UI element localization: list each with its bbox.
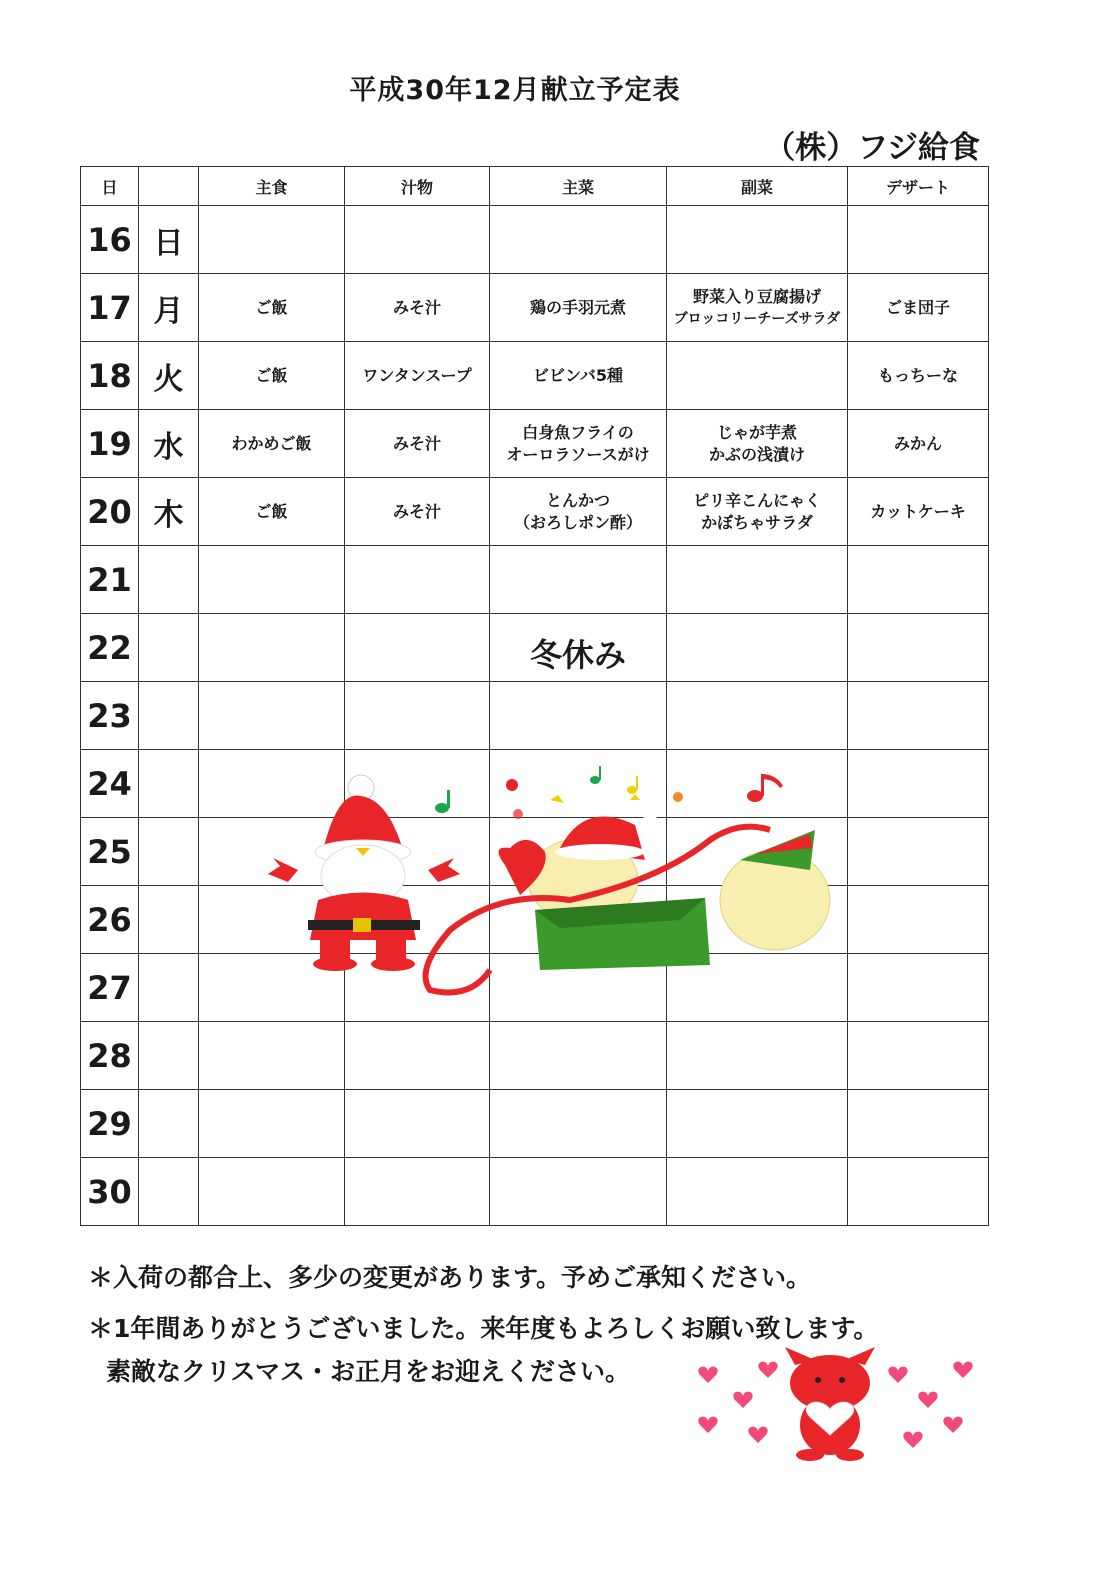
table-row — [81, 342, 989, 410]
menu-item-main: ビビンバ5種 — [532, 365, 623, 385]
menu-cell-main — [490, 682, 667, 750]
day-number: 21 — [81, 546, 139, 614]
table-row — [81, 206, 989, 274]
menu-item-staple: ご飯 — [255, 297, 288, 317]
day-number: 24 — [81, 750, 139, 818]
menu-item-soup: ワンタンスープ — [362, 365, 472, 385]
menu-cell-main — [490, 546, 667, 614]
menu-cell-dessert — [848, 886, 989, 954]
menu-cell-soup — [345, 1090, 490, 1158]
note-stock-changes: ＊入荷の都合上、多少の変更があります。予めご承知ください。 — [88, 1263, 812, 1292]
menu-item-main: とんかつ — [545, 490, 610, 510]
menu-cell-dessert — [848, 818, 989, 886]
menu-cell-main — [490, 478, 667, 546]
menu-item-side: 野菜入り豆腐揚げ — [692, 286, 821, 306]
menu-cell-side — [667, 206, 848, 274]
menu-cell-soup — [345, 682, 490, 750]
weekday: 月 — [139, 274, 199, 342]
menu-cell-soup — [345, 342, 490, 410]
page-title: 平成30年12月献立予定表 — [349, 75, 681, 106]
weekday — [139, 1090, 199, 1158]
header-side: 副菜 — [667, 167, 848, 206]
table-row — [81, 1090, 989, 1158]
day-number: 16 — [81, 206, 139, 274]
menu-cell-staple — [199, 1022, 345, 1090]
menu-item-dessert: みかん — [893, 433, 942, 453]
menu-item-staple: わかめご飯 — [231, 433, 312, 453]
day-number: 28 — [81, 1022, 139, 1090]
weekday: 木 — [139, 478, 199, 546]
menu-cell-staple — [199, 410, 345, 478]
menu-item-side: じゃが芋煮 — [716, 422, 797, 442]
menu-cell-staple — [199, 206, 345, 274]
header-weekday — [139, 167, 199, 206]
menu-cell-side — [667, 614, 848, 682]
menu-cell-dessert — [848, 274, 989, 342]
weekday — [139, 750, 199, 818]
menu-cell-soup — [345, 1158, 490, 1226]
menu-cell-staple — [199, 614, 345, 682]
weekday — [139, 886, 199, 954]
menu-cell-soup — [345, 410, 490, 478]
day-number: 25 — [81, 818, 139, 886]
menu-item-soup: みそ汁 — [392, 433, 441, 453]
menu-item-dessert: ごま団子 — [885, 297, 950, 317]
menu-cell-dessert — [848, 478, 989, 546]
menu-cell-dessert — [848, 750, 989, 818]
table-row — [81, 410, 989, 478]
day-number: 17 — [81, 274, 139, 342]
menu-item-staple: ご飯 — [255, 501, 288, 521]
menu-item-side: かぶの浅漬け — [708, 444, 805, 464]
menu-cell-side — [667, 546, 848, 614]
menu-cell-dessert — [848, 1158, 989, 1226]
menu-item-dessert: もっちーな — [877, 365, 958, 385]
day-number: 19 — [81, 410, 139, 478]
menu-item-staple: ご飯 — [255, 365, 288, 385]
day-number: 27 — [81, 954, 139, 1022]
menu-cell-soup — [345, 614, 490, 682]
menu-cell-side — [667, 1022, 848, 1090]
company-name: （株）フジ給食 — [764, 130, 980, 166]
day-number: 30 — [81, 1158, 139, 1226]
header-staple: 主食 — [199, 167, 345, 206]
weekday — [139, 682, 199, 750]
menu-cell-soup — [345, 546, 490, 614]
menu-item-soup: みそ汁 — [392, 501, 441, 521]
day-number: 22 — [81, 614, 139, 682]
weekday — [139, 614, 199, 682]
menu-item-main: 鶏の手羽元煮 — [529, 297, 626, 317]
day-number: 20 — [81, 478, 139, 546]
menu-cell-side — [667, 1158, 848, 1226]
menu-item-dessert: カットケーキ — [870, 501, 966, 521]
menu-cell-dessert — [848, 546, 989, 614]
menu-cell-dessert — [848, 682, 989, 750]
menu-cell-staple — [199, 1158, 345, 1226]
menu-cell-side — [667, 342, 848, 410]
table-row — [81, 1022, 989, 1090]
menu-cell-staple — [199, 682, 345, 750]
header-day: 日 — [81, 167, 139, 206]
menu-item-soup: みそ汁 — [392, 297, 441, 317]
menu-item-side: ピリ辛こんにゃく — [693, 490, 821, 510]
menu-cell-main — [490, 274, 667, 342]
weekday: 水 — [139, 410, 199, 478]
weekday — [139, 818, 199, 886]
menu-cell-dessert — [848, 410, 989, 478]
menu-cell-main — [490, 342, 667, 410]
header-main: 主菜 — [490, 167, 667, 206]
menu-cell-main — [490, 1022, 667, 1090]
menu-cell-dessert — [848, 206, 989, 274]
menu-cell-side — [667, 682, 848, 750]
menu-cell-dessert — [848, 954, 989, 1022]
menu-cell-main — [490, 206, 667, 274]
menu-item-main: 白身魚フライの — [522, 422, 634, 442]
menu-cell-dessert — [848, 1022, 989, 1090]
menu-table — [80, 166, 989, 1226]
menu-cell-dessert — [848, 614, 989, 682]
header-dessert: デザート — [848, 167, 989, 206]
table-row — [81, 682, 989, 750]
day-number: 29 — [81, 1090, 139, 1158]
menu-cell-main — [490, 1090, 667, 1158]
weekday — [139, 1022, 199, 1090]
menu-item-side: ブロッコリーチーズサラダ — [673, 310, 841, 327]
table-row — [81, 1158, 989, 1226]
weekday: 火 — [139, 342, 199, 410]
menu-cell-main — [490, 1158, 667, 1226]
menu-cell-staple — [199, 274, 345, 342]
menu-cell-staple — [199, 1090, 345, 1158]
menu-cell-staple — [199, 478, 345, 546]
menu-cell-side — [667, 1090, 848, 1158]
menu-cell-main — [490, 410, 667, 478]
day-number: 23 — [81, 682, 139, 750]
weekday — [139, 546, 199, 614]
menu-item-side: かぼちゃサラダ — [701, 512, 813, 532]
menu-cell-soup — [345, 1022, 490, 1090]
header-soup: 汁物 — [345, 167, 490, 206]
menu-cell-dessert — [848, 1090, 989, 1158]
mascot-with-hearts-illustration — [680, 1345, 980, 1470]
day-number: 26 — [81, 886, 139, 954]
note-holiday-greeting: 素敵なクリスマス・お正月をお迎えください。 — [106, 1357, 631, 1386]
weekday: 日 — [139, 206, 199, 274]
day-number: 18 — [81, 342, 139, 410]
menu-cell-staple — [199, 546, 345, 614]
table-row — [81, 546, 989, 614]
menu-cell-staple — [199, 342, 345, 410]
weekday — [139, 954, 199, 1022]
weekday — [139, 1158, 199, 1226]
menu-cell-soup — [345, 478, 490, 546]
menu-cell-soup — [345, 206, 490, 274]
menu-cell-side — [667, 274, 848, 342]
menu-item-main: （おろしポン酢） — [513, 512, 642, 532]
header-row — [81, 167, 989, 206]
menu-cell-side — [667, 410, 848, 478]
menu-cell-side — [667, 478, 848, 546]
menu-item-main: オーロラソースがけ — [506, 444, 650, 464]
menu-cell-soup — [345, 274, 490, 342]
winter-break-label: 冬休み — [529, 636, 626, 674]
table-row — [81, 274, 989, 342]
menu-cell-dessert — [848, 342, 989, 410]
music-note-icons — [420, 760, 800, 820]
note-thanks: ＊1年間ありがとうございました。来年度もよろしくお願い致します。 — [88, 1314, 879, 1343]
table-row — [81, 478, 989, 546]
